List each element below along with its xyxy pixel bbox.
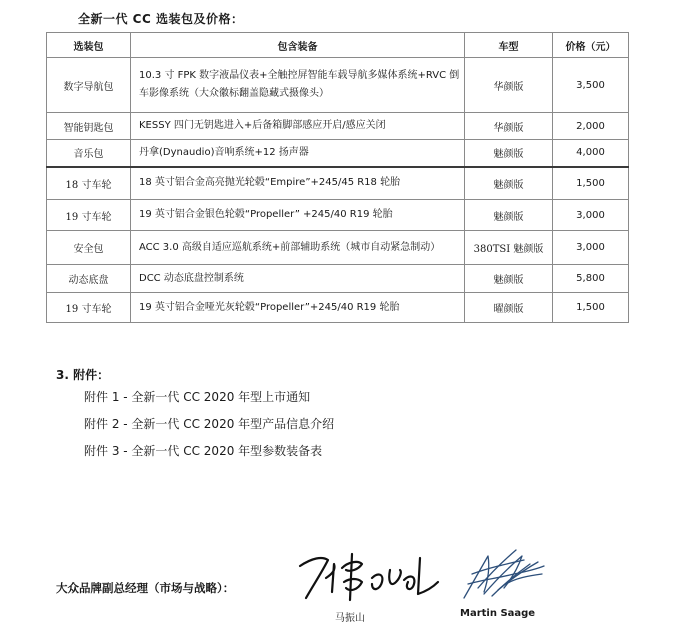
package-name: 19 寸车轮: [47, 200, 131, 231]
package-model: 华颜版: [465, 113, 553, 140]
package-content: KESSY 四门无钥匙进入+后备箱脚部感应开启/感应关闭: [131, 113, 465, 140]
signer-name-1: 马振山: [335, 613, 365, 624]
package-name: 动态底盘: [47, 265, 131, 293]
table-row: [47, 58, 629, 113]
handwritten-signature-2: [458, 544, 550, 606]
table-row: [47, 140, 629, 167]
document-title: 全新一代 CC 选装包及价格：: [78, 12, 244, 26]
package-price: 1,500: [553, 293, 629, 323]
package-content: DCC 动态底盘控制系统: [131, 265, 465, 293]
package-model: 曜颜版: [465, 293, 553, 323]
package-price: 4,000: [553, 140, 629, 167]
signer-name-2: Martin Saage: [460, 608, 536, 619]
header-package: 选装包: [47, 33, 131, 58]
attachment-item: 附件 1 - 全新一代 CC 2020 年型上市通知: [84, 390, 311, 404]
package-price: 2,000: [553, 113, 629, 140]
handwritten-signature-1: [292, 548, 444, 604]
package-content: 19 英寸铝合金银色轮毂“Propeller” +245/40 R19 轮胎: [131, 200, 465, 231]
package-model: 魅颜版: [465, 140, 553, 167]
package-model: 华颜版: [465, 58, 553, 113]
package-name: 数字导航包: [47, 58, 131, 113]
table-row: [47, 265, 629, 293]
option-packages-table: [46, 32, 629, 323]
header-model: 车型: [465, 33, 553, 58]
table-row: [47, 167, 629, 200]
table-row: [47, 231, 629, 265]
attachment-item: 附件 2 - 全新一代 CC 2020 年型产品信息介绍: [84, 417, 335, 431]
package-content: 18 英寸铝合金高亮抛光轮毂“Empire”+245/45 R18 轮胎: [131, 167, 465, 200]
package-price: 1,500: [553, 167, 629, 200]
package-content: ACC 3.0 高级自适应巡航系统+前部辅助系统（城市自动紧急制动）: [131, 231, 465, 265]
package-name: 智能钥匙包: [47, 113, 131, 140]
package-name: 18 寸车轮: [47, 167, 131, 200]
package-price: 3,000: [553, 231, 629, 265]
package-price: 3,000: [553, 200, 629, 231]
table-row: [47, 113, 629, 140]
attachments-heading: 3. 附件：: [56, 368, 110, 382]
package-price: 5,800: [553, 265, 629, 293]
attachment-item: 附件 3 - 全新一代 CC 2020 年型参数装备表: [84, 444, 323, 458]
package-model: 魅颜版: [465, 167, 553, 200]
package-content: 丹拿(Dynaudio)音响系统+12 扬声器: [131, 140, 465, 167]
package-price: 3,500: [553, 58, 629, 113]
package-model: 魅颜版: [465, 265, 553, 293]
package-name: 19 寸车轮: [47, 293, 131, 323]
attachments-list: [84, 388, 334, 469]
header-price: 价格（元）: [553, 33, 629, 58]
table-header-row: [47, 33, 629, 58]
package-model: 魅颜版: [465, 200, 553, 231]
table-row: [47, 293, 629, 323]
table-row: [47, 200, 629, 231]
header-equipment: 包含装备: [131, 33, 465, 58]
package-model: 380TSI 魅颜版: [465, 231, 553, 265]
package-content: 19 英寸铝合金哑光灰轮毂“Propeller”+245/40 R19 轮胎: [131, 293, 465, 323]
package-name: 音乐包: [47, 140, 131, 167]
signatory-title: 大众品牌副总经理（市场与战略）：: [56, 581, 235, 595]
package-content: 10.3 寸 FPK 数字液晶仪表+全触控屏智能车载导航多媒体系统+RVC 倒车影像系统（大众徽标翻盖隐藏式摄像头）: [131, 58, 465, 113]
package-name: 安全包: [47, 231, 131, 265]
